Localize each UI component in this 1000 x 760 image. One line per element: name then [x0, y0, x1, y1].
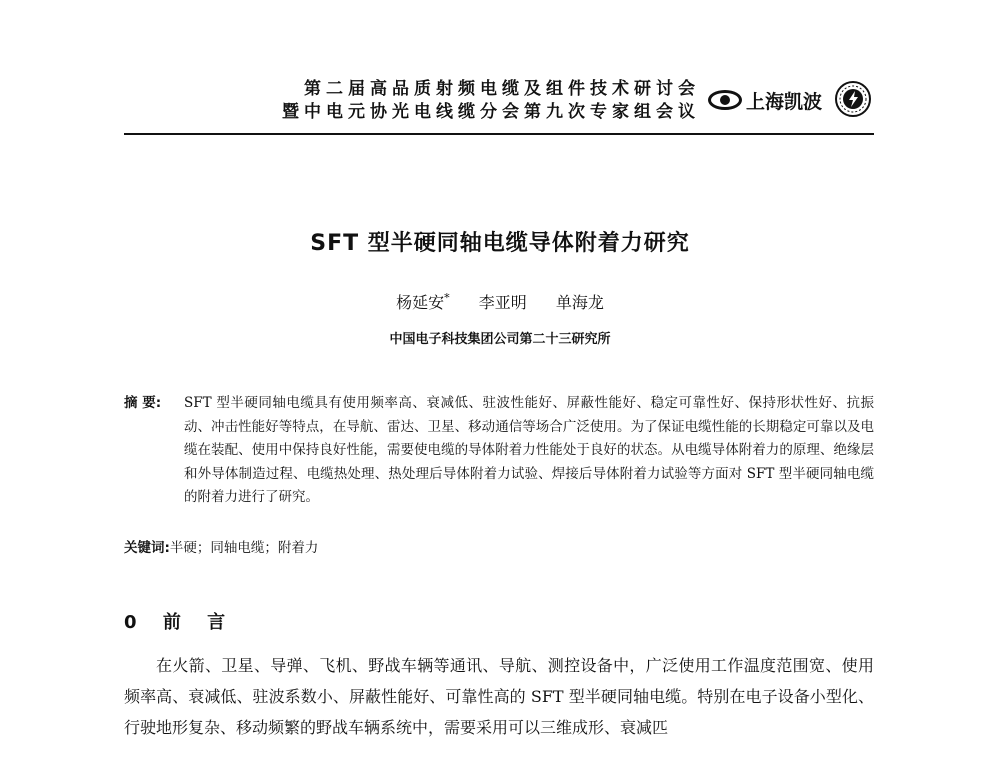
lightning-emblem-icon [834, 80, 872, 118]
author-3: 单海龙 [555, 293, 604, 312]
paper-title: SFT 型半硬同轴电缆导体附着力研究 [310, 231, 690, 256]
section-title: 前 言 [162, 612, 236, 633]
section-number: 0 [124, 612, 147, 633]
keywords-label: 关键词: [124, 540, 170, 556]
header-divider [124, 133, 874, 135]
sponsor-logo-mark-icon [708, 90, 742, 110]
section-heading [124, 608, 235, 634]
keywords-text: 半硬；同轴电缆；附着力 [169, 540, 319, 556]
author-1: 杨延安* [396, 291, 450, 312]
abstract-text: SFT 型半硬同轴电缆具有使用频率高、衰减低、驻波性能好、屏蔽性能好、稳定可靠性好、保持形状性好、抗振动、冲击性能好等特点，在导航、雷达、卫星、移动通信等场合广泛使用。为了保证电缆性能的长期稳定可靠以及电缆在装配、使用中保持良好性能，需要使电缆的导体附着力性能处于良好的状态。从电缆导体附着力的原理、绝缘层和外导体制造过程、电缆热处理、热处理后导体附着力试验、焊接后导体附着力试验等方面对 SFT 型半硬同轴电缆的附着力进行了研究。 [184, 395, 874, 505]
conference-name [282, 78, 700, 124]
affiliation: 中国电子科技集团公司第二十三研究所 [389, 332, 611, 347]
sponsor-logo [708, 86, 822, 114]
author-2: 李亚明 [478, 293, 527, 312]
conference-line-2: 暨中电元协光电线缆分会第九次专家组会议 [282, 102, 700, 122]
sponsor-logo-text: 上海凯波 [746, 90, 823, 113]
corresponding-author-mark: * [444, 291, 450, 305]
conference-header [0, 70, 1000, 130]
abstract-label: 摘 要: [124, 395, 162, 411]
abstract [124, 392, 874, 510]
intro-paragraph: 在火箭、卫星、导弹、飞机、野战车辆等通讯、导航、测控设备中，广泛使用工作温度范围宽、使用频率高、衰减低、驻波系数小、屏蔽性能好、可靠性高的 SFT 型半硬同轴电缆。特别在电子设备小型化、行驶地形复杂、移动频繁的野战车辆系统中，需要采用可以三维成形、衰减匹 [124, 656, 874, 737]
conference-line-1: 第二届高品质射频电缆及组件技术研讨会 [304, 79, 700, 99]
author-list [0, 290, 1000, 313]
keywords [124, 536, 318, 556]
